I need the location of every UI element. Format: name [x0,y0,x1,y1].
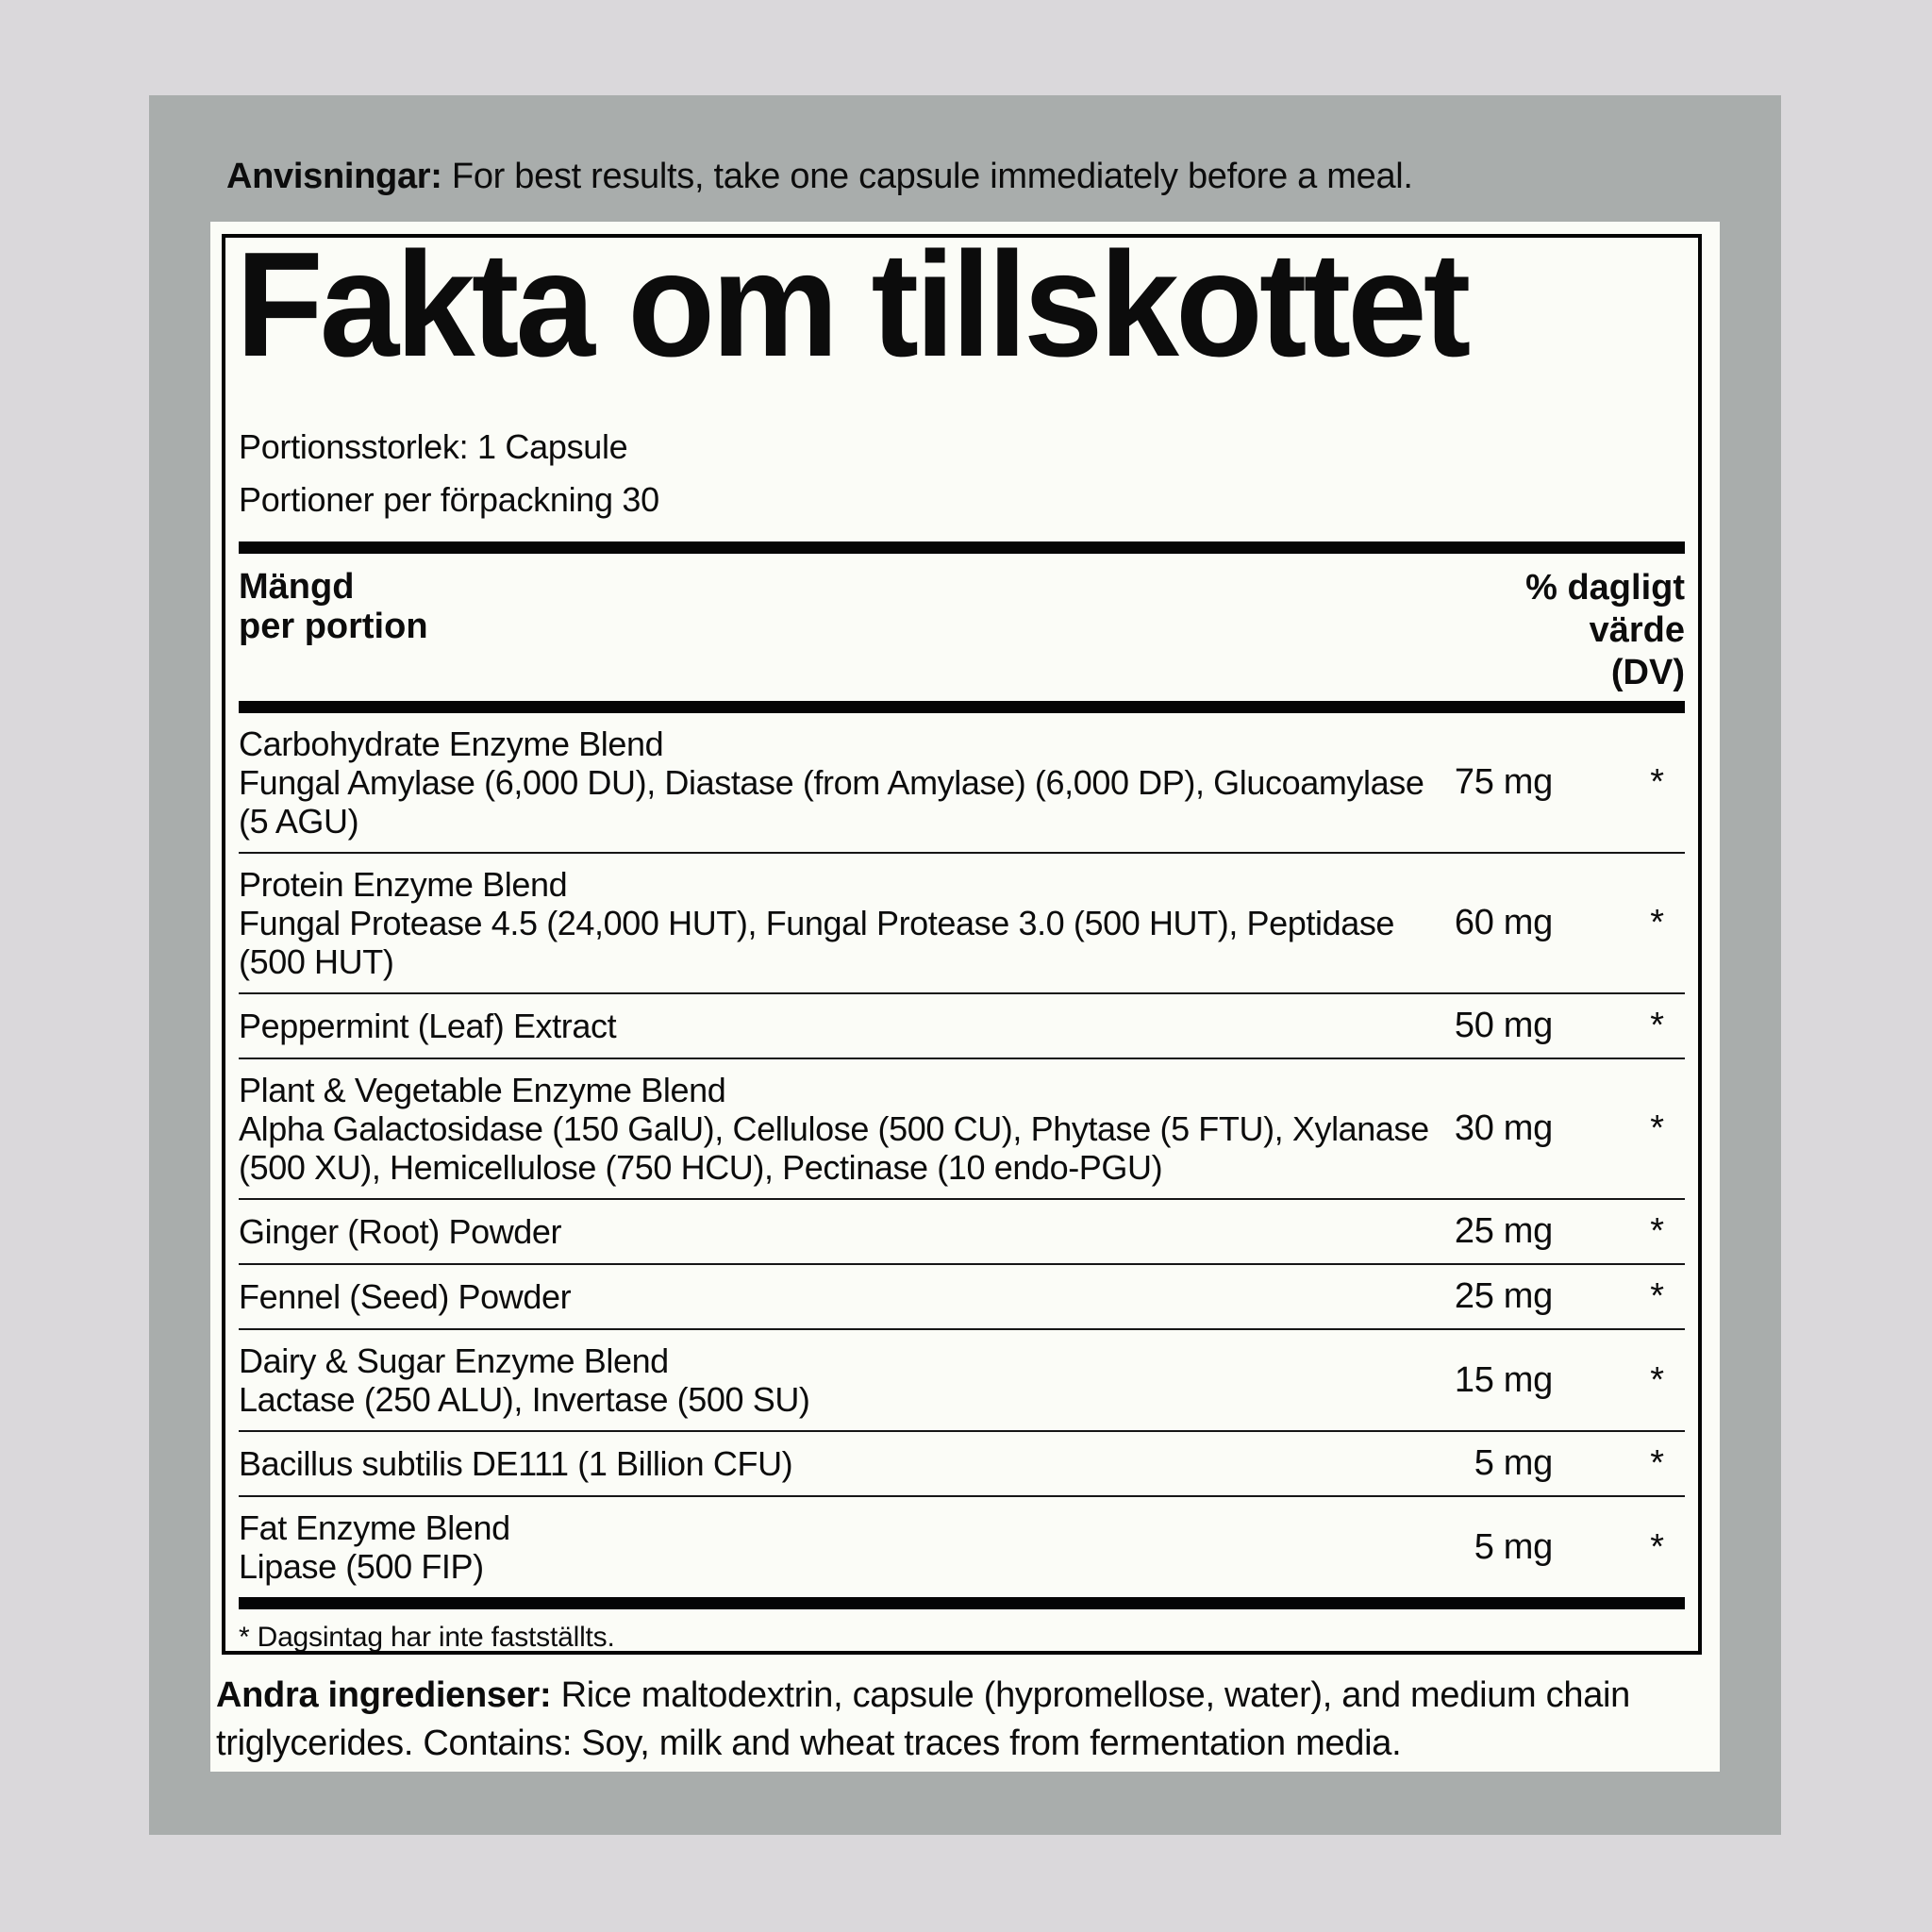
ingredient-daily-value: * [1650,1526,1664,1567]
table-row [239,1328,1685,1430]
ingredient-name-line: Bacillus subtilis DE111 (1 Billion CFU) [239,1444,793,1483]
divider-thick-bottom [239,1597,1685,1609]
daily-value-header: % dagligt värde (DV) [1525,568,1685,692]
ingredient-amount: 30 mg [1454,1108,1553,1148]
ingredient-name-line: Fat Enzyme Blend [239,1508,510,1547]
table-row [239,1430,1685,1495]
ingredient-name-line: (500 XU), Hemicellulose (750 HCU), Pectinase (10 endo-PGU) [239,1148,1163,1187]
ingredient-amount: 50 mg [1454,1006,1553,1045]
divider-thick-header [239,701,1685,713]
ingredient-daily-value: * [1650,903,1664,942]
other-ingredients-text: Rice maltodextrin, capsule (hypromellose, water), and medium chain triglycerides. Contains: Soy, milk and wheat traces from fermentation media. [216,1675,1631,1763]
ingredient-daily-value: * [1650,1006,1664,1045]
supplement-facts-box [222,234,1702,1655]
other-ingredients [216,1672,1712,1768]
ingredient-name [239,724,1424,841]
ingredient-name-line: (500 HUT) [239,942,394,981]
directions-text: For best results, take one capsule immediately before a meal. [441,157,1413,196]
ingredient-daily-value: * [1650,1359,1664,1400]
servings-per-container: Portioner per förpackning 30 [239,480,659,519]
ingredient-amount: 15 mg [1454,1359,1553,1400]
ingredient-name-line: Protein Enzyme Blend [239,865,568,904]
ingredient-name [239,1277,1411,1316]
ingredient-name-line: Dairy & Sugar Enzyme Blend [239,1341,669,1380]
ingredient-daily-value: * [1650,1276,1664,1316]
ingredient-name-line: Alpha Galactosidase (150 GalU), Cellulose (500 CU), Phytase (5 FTU), Xylanase [239,1109,1429,1148]
ingredient-name-line: (5 AGU) [239,802,359,841]
table-row [239,1495,1685,1597]
ingredient-name-line: Peppermint (Leaf) Extract [239,1007,617,1045]
ingredient-name [239,1341,1411,1419]
ingredient-name-line: Plant & Vegetable Enzyme Blend [239,1071,726,1109]
facts-title: Fakta om tillskottet [236,234,1468,388]
ingredient-daily-value: * [1650,762,1664,802]
directions-label: Anvisningar: [226,157,442,196]
other-ingredients-label: Andra ingredienser: [216,1675,552,1715]
ingredient-amount: 75 mg [1454,762,1553,802]
ingredient-amount: 60 mg [1454,903,1553,942]
table-row [239,992,1685,1058]
ingredient-name [239,865,1411,981]
table-header [239,567,1685,694]
table-row [239,852,1685,992]
ingredient-daily-value: * [1650,1211,1664,1251]
ingredient-name [239,1212,1411,1251]
ingredient-name-line: Fennel (Seed) Powder [239,1277,572,1316]
ingredient-name-line: Lactase (250 ALU), Invertase (500 SU) [239,1380,810,1419]
ingredient-name-line: Fungal Protease 4.5 (24,000 HUT), Fungal Protease 3.0 (500 HUT), Peptidase [239,904,1395,942]
ingredient-name [239,1071,1429,1187]
ingredient-amount: 25 mg [1454,1276,1553,1316]
ingredient-amount: 5 mg [1474,1443,1553,1483]
table-row [239,1058,1685,1198]
ingredient-daily-value: * [1650,1108,1664,1148]
table-row [239,1263,1685,1328]
ingredient-name [239,1007,1411,1045]
ingredient-amount: 5 mg [1474,1526,1553,1567]
table-row [239,713,1685,852]
directions-line [226,157,1413,196]
divider-thick-top [239,541,1685,554]
ingredient-daily-value: * [1650,1443,1664,1483]
ingredient-amount: 25 mg [1454,1211,1553,1251]
table-row [239,1198,1685,1263]
ingredient-name [239,1444,1411,1483]
ingredient-name [239,1508,1411,1586]
supplement-label [210,222,1720,1772]
daily-value-footnote: * Dagsintag har inte fastställts. [239,1622,615,1653]
ingredient-name-line: Carbohydrate Enzyme Blend [239,724,664,763]
ingredient-name-line: Fungal Amylase (6,000 DU), Diastase (from Amylase) (6,000 DP), Glucoamylase [239,763,1424,802]
amount-per-serving-header: Mängd per portion [239,567,428,646]
ingredient-name-line: Lipase (500 FIP) [239,1547,484,1586]
serving-size: Portionsstorlek: 1 Capsule [239,427,628,466]
facts-rows [239,713,1685,1597]
ingredient-name-line: Ginger (Root) Powder [239,1212,562,1251]
